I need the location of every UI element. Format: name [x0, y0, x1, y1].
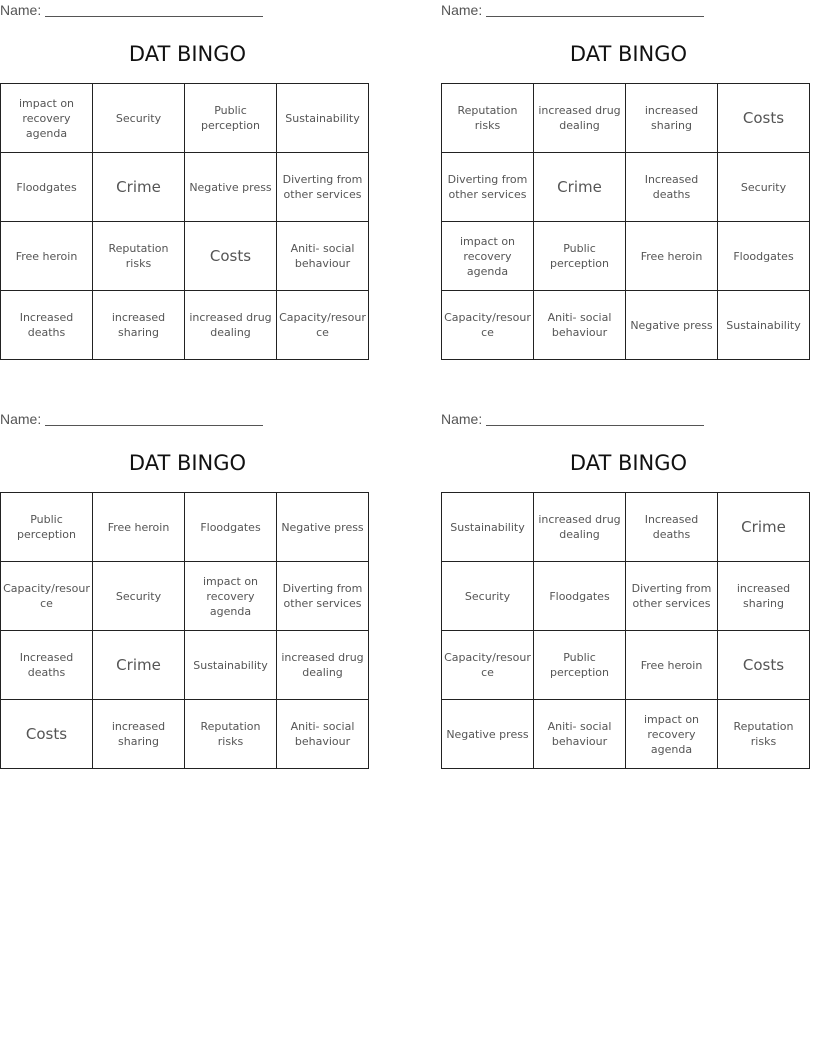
bingo-cell: Security [718, 153, 810, 222]
bingo-cell: Diverting from other services [277, 153, 369, 222]
bingo-cell: Reputation risks [442, 84, 534, 153]
bingo-cell: Aniti- social behaviour [534, 291, 626, 360]
bingo-cell: increased sharing [626, 84, 718, 153]
card-title: DAT BINGO [128, 451, 247, 475]
bingo-cell: impact on recovery agenda [185, 562, 277, 631]
bingo-cell: Reputation risks [718, 700, 810, 769]
bingo-cell: Aniti- social behaviour [277, 222, 369, 291]
bingo-cell: increased drug dealing [277, 631, 369, 700]
bingo-cell: Costs [185, 222, 277, 291]
bingo-cell: increased drug dealing [185, 291, 277, 360]
bingo-cell: Public perception [534, 631, 626, 700]
name-line [0, 411, 263, 427]
bingo-cell: Free heroin [626, 631, 718, 700]
bingo-cell: Increased deaths [1, 291, 93, 360]
card-title: DAT BINGO [128, 42, 247, 66]
bingo-cell: Reputation risks [93, 222, 185, 291]
bingo-cell: Floodgates [534, 562, 626, 631]
bingo-cell: Crime [534, 153, 626, 222]
bingo-grid [0, 492, 369, 769]
bingo-cell: Free heroin [626, 222, 718, 291]
bingo-cell: Capacity/resource [442, 291, 534, 360]
card-title: DAT BINGO [569, 42, 688, 66]
bingo-cell: Costs [718, 631, 810, 700]
bingo-cell: Costs [1, 700, 93, 769]
bingo-cell: Floodgates [185, 493, 277, 562]
bingo-cell: increased sharing [718, 562, 810, 631]
bingo-cell: impact on recovery agenda [442, 222, 534, 291]
bingo-cell: Public perception [534, 222, 626, 291]
bingo-cell: Costs [718, 84, 810, 153]
bingo-cell: Increased deaths [1, 631, 93, 700]
bingo-cell: increased drug dealing [534, 84, 626, 153]
bingo-cell: Crime [718, 493, 810, 562]
bingo-cell: Sustainability [185, 631, 277, 700]
bingo-cell: Aniti- social behaviour [534, 700, 626, 769]
bingo-cell: Diverting from other services [442, 153, 534, 222]
card-title: DAT BINGO [569, 451, 688, 475]
bingo-cell: Security [93, 84, 185, 153]
bingo-cell: Public perception [185, 84, 277, 153]
bingo-cell: Negative press [185, 153, 277, 222]
bingo-cell: Sustainability [442, 493, 534, 562]
bingo-cell: Security [442, 562, 534, 631]
bingo-cell: increased drug dealing [534, 493, 626, 562]
bingo-grid [441, 492, 810, 769]
bingo-cell: increased sharing [93, 291, 185, 360]
bingo-cell: Security [93, 562, 185, 631]
bingo-cell: Free heroin [93, 493, 185, 562]
bingo-cell: Negative press [442, 700, 534, 769]
bingo-cell: Aniti- social behaviour [277, 700, 369, 769]
bingo-cell: Floodgates [1, 153, 93, 222]
bingo-cell: Sustainability [718, 291, 810, 360]
bingo-cell: Crime [93, 631, 185, 700]
name-label: Name: [441, 411, 483, 427]
name-blank [486, 4, 704, 17]
name-blank [486, 413, 704, 426]
bingo-cell: Free heroin [1, 222, 93, 291]
name-line [441, 2, 704, 18]
bingo-cell: Diverting from other services [626, 562, 718, 631]
name-blank [45, 4, 263, 17]
bingo-cell: Increased deaths [626, 493, 718, 562]
bingo-cell: Reputation risks [185, 700, 277, 769]
bingo-cell: impact on recovery agenda [1, 84, 93, 153]
bingo-grid [441, 83, 810, 360]
bingo-cell: Increased deaths [626, 153, 718, 222]
bingo-cell: Capacity/resource [442, 631, 534, 700]
name-label: Name: [441, 2, 483, 18]
name-label: Name: [0, 2, 42, 18]
name-label: Name: [0, 411, 42, 427]
bingo-cell: Negative press [277, 493, 369, 562]
name-line [0, 2, 263, 18]
bingo-cell: Diverting from other services [277, 562, 369, 631]
bingo-cell: Sustainability [277, 84, 369, 153]
name-line [441, 411, 704, 427]
name-blank [45, 413, 263, 426]
bingo-cell: Capacity/resource [1, 562, 93, 631]
bingo-cell: Public perception [1, 493, 93, 562]
bingo-cell: Floodgates [718, 222, 810, 291]
bingo-grid [0, 83, 369, 360]
bingo-cell: Capacity/resource [277, 291, 369, 360]
bingo-cell: Crime [93, 153, 185, 222]
bingo-cell: increased sharing [93, 700, 185, 769]
bingo-cell: impact on recovery agenda [626, 700, 718, 769]
bingo-cell: Negative press [626, 291, 718, 360]
